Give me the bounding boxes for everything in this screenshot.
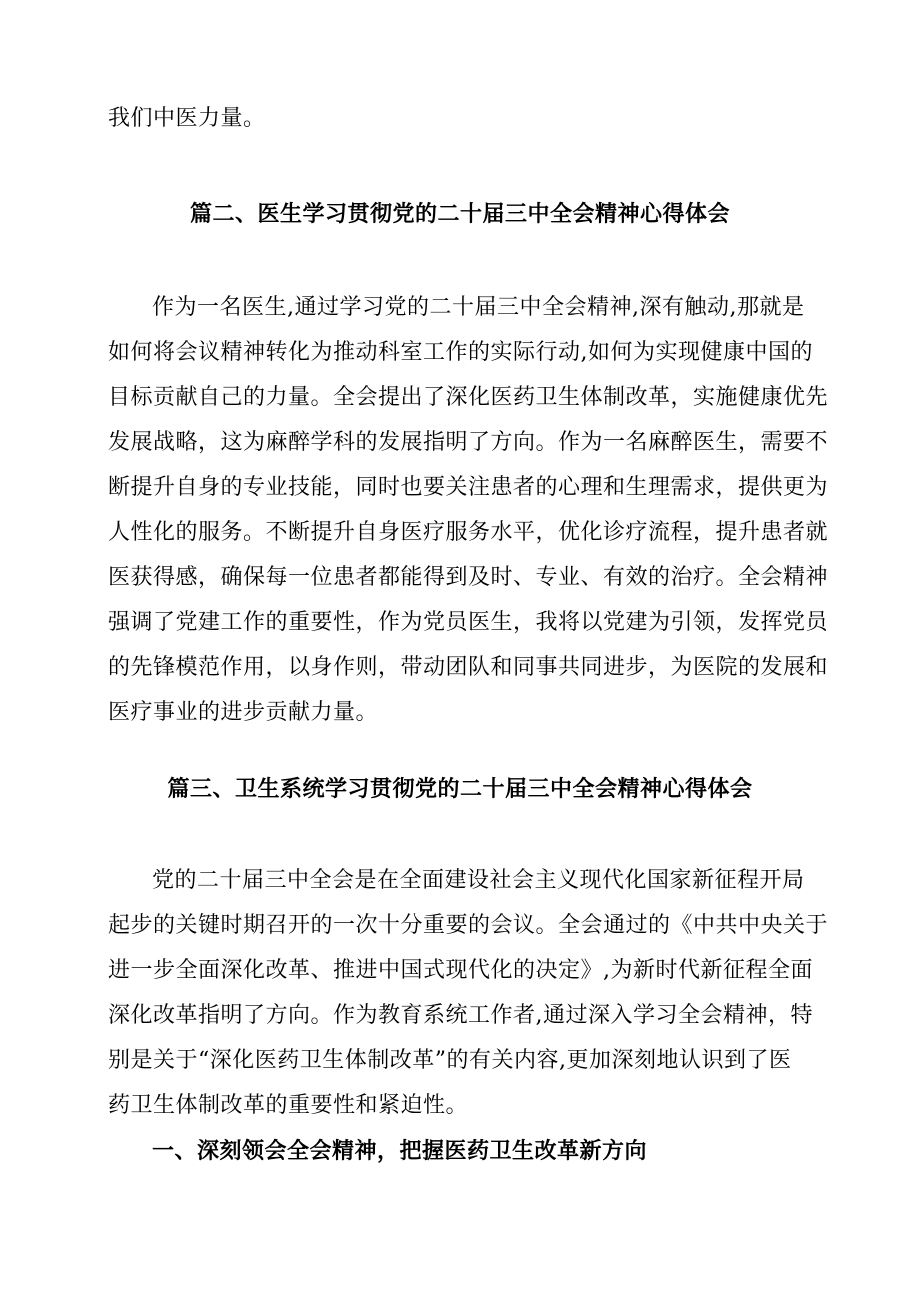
paragraph-line: 人性化的服务。不断提升自身医疗服务水平，优化诊疗流程，提升患者就 [108, 520, 829, 545]
paragraph-line: 我们中医力量。 [108, 106, 266, 131]
paragraph-line: 别是关于“深化医药卫生体制改革”的有关内容,更加深刻地认识到了医 [108, 1048, 792, 1073]
section-3-title: 篇三、卫生系统学习贯彻党的二十届三中全会精神心得体会 [167, 776, 753, 802]
paragraph-line: 进一步全面深化改革、推进中国式现代化的决定》,为新时代新征程全面 [108, 958, 813, 983]
section-2-title: 篇二、医生学习贯彻党的二十届三中全会精神心得体会 [189, 201, 730, 227]
paragraph-line: 目标贡献自己的力量。全会提出了深化医药卫生体制改革，实施健康优先 [108, 385, 829, 410]
paragraph-line: 医获得感，确保每一位患者都能得到及时、专业、有效的治疗。全会精神 [108, 565, 829, 590]
paragraph-line: 医疗事业的进步贡献力量。 [108, 700, 379, 725]
paragraph-line: 强调了党建工作的重要性，作为党员医生，我将以党建为引领，发挥党员 [108, 610, 829, 635]
paragraph-line: 如何将会议精神转化为推动科室工作的实际行动,如何为实现健康中国的 [108, 340, 813, 365]
paragraph-line: 深化改革指明了方向。作为教育系统工作者,通过深入学习全会精神，特 [108, 1003, 813, 1028]
paragraph-line: 起步的关键时期召开的一次十分重要的会议。全会通过的《中共中央关于 [108, 913, 829, 938]
subsection-heading: 一、深刻领会全会精神，把握医药卫生改革新方向 [152, 1138, 648, 1164]
paragraph-line: 作为一名医生,通过学习党的二十届三中全会精神,深有触动,那就是 [152, 295, 805, 320]
paragraph-line: 党的二十届三中全会是在全面建设社会主义现代化国家新征程开局 [152, 868, 805, 893]
paragraph-line: 的先锋模范作用，以身作则，带动团队和同事共同进步，为医院的发展和 [108, 655, 829, 680]
paragraph-line: 发展战略，这为麻醉学科的发展指明了方向。作为一名麻醉医生，需要不 [108, 430, 829, 455]
paragraph-line: 药卫生体制改革的重要性和紧迫性。 [108, 1093, 469, 1118]
paragraph-line: 断提升自身的专业技能，同时也要关注患者的心理和生理需求，提供更为 [108, 475, 829, 500]
